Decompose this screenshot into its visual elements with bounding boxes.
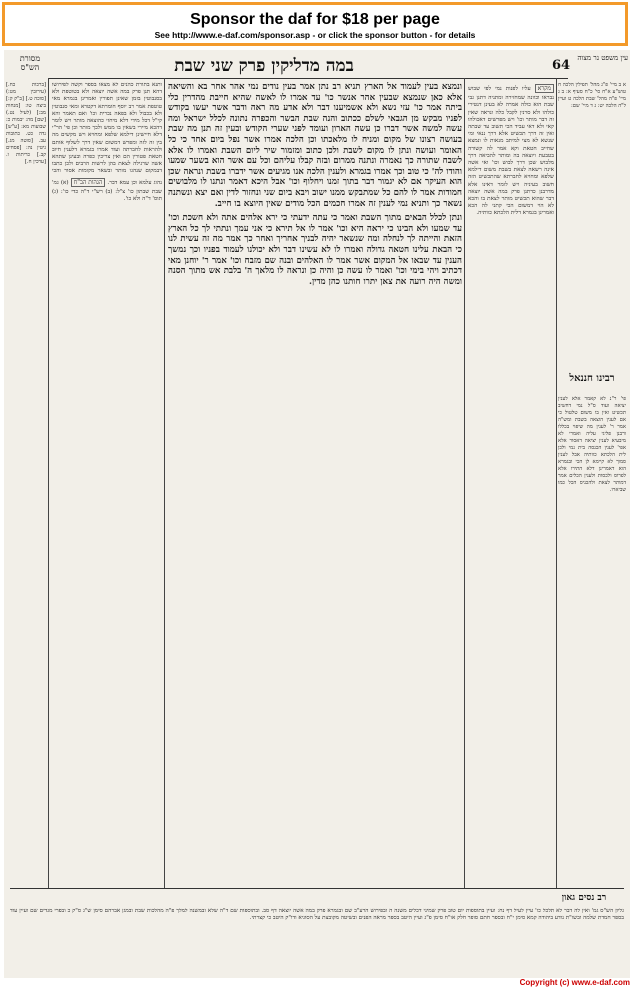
- rabbenu-chananel-title: רבינו חננאל: [569, 373, 615, 384]
- header-rule: [48, 78, 568, 79]
- page-number: 64: [552, 58, 571, 73]
- ein-mishpat-heading: עין משפט נר מצוה: [577, 54, 628, 62]
- mesoret-hashas-column: [ברכות כח.] (עירובין מט:) [סוכה ט.] [ב"ק ק:] ביצה טו: [מנחות מב:] (לעיל נט.) [שם] מה: יבמות כ: שבועות מא: [ע"ש] נדה כט. כתובות עב. [סוטה מג.] גיטין נה: [פסחים קב.] כריתות ו. [ערכין ח.]: [6, 82, 46, 165]
- mesoret-hashas-heading: מסורת הש"ס: [19, 54, 41, 72]
- column-divider: [464, 78, 465, 888]
- rav-nissim-title-box: [544, 892, 624, 906]
- running-head: במה מדליקין פרק שני שבת: [174, 56, 354, 76]
- copyright-notice[interactable]: Copyright (c) www.e-daf.com: [519, 978, 630, 987]
- talmud-page: [4, 50, 630, 978]
- rashi-commentary: מקרא עליו לפנות נמי לפי שבוש נבראו וכוונה שמחזירה ומתניה דתנן גבי שבת הוא כולה אמרה לא בעינן דנטירי כולהו ולא סרנין לקבל כלה ונראה שאין זה דבר מותר וכו' ויש מפרשים דאכולהו קאי ולא דאי עביד הכי תשוב עד שבתה ואין זה דרך תכשיט אלא דרך ננאי ומי שנשא לא מצי למיתב מנאות לו ונמצא שחייב חטאת וקא אמר לה קשורה בטבעת ויוצאה בה ומותר להביאה דרך מלבוש שכן דרך לבוש וכו' ואי אשה אינה רשאה לצאת בשבת משום דילמא שלפא ומחויא לחברתא שהתכשיט הזה חשוב בעיניה ויש לומר דאינו אלא מדרבנן כדתנן פרק במה אשה יוצאה דבר שהוא תכשיט מותר לצאת בו והכא לא הוי דמשום הכי קתני לה הכא ואמרינן בגמרא דלית הלכתא כוותיה.: [468, 85, 554, 217]
- tosafot-commentary: ותנא בתורת כהנים לא מצאו בספר וקשה לפירושו דהא תנן פרק במה אשה יוצאה ולא בטוטפת ולא בסנבוטין בזמן שאינן תפורין ואמרינן בגמרא מאי טוטפת אמר רב יוסף חומרתא דקטרא ומאי סנבוטין ולא בכבול ולא בפאה נכרית וכו' ואם תאמר והא קי"ל דכל מידי דלא מיחזי כהוצאה מותר ויש לומר דהכא מיירי בשאין בו ממש ולכך מותר וכן פי' הר"י דלא חיישינן דילמא שלפא ומחויא ויש מקשים מה בין זה לזה ומפרש דמשום שאין דרך לשלוף אותם ולהראות לחברתה ועוד אמרו בגמרא דלענין חיוב חטאת פטורין הם ואין צריכין כפרה ובעינן שתהא אשה שרגילה לצאת בהן לרשות הרבים ולכן כתבו דבמקום שנהגו מותר ובשאר מקומות אסור והכי נהוג עלמא וכן עמא דבר. הגהות הב"ח (א) גמ' שבת שבתון כו' צ"ל: (ב) רש"י ד"ה כדי כו': (ג) תוס' ד"ה ולא כו'.: [52, 82, 162, 203]
- gemara-text: ונמצא בעין לעמוד אל הארץ תניא רב נתן אמר בעין נודים נמי אהר אחר בא והשיאה אלא כאן שנמצא שבעין אהר אנשר כו' עד אמרו לו לאשה שהיא חייבת מהדרין כלי ביתה אמר כו' עזי נשא ולא אשמיענו דבר ולא אדע מה ראה ודבר אשר יעשו בקודש לפניו מבקש מן הגבאי לשלם ככתוב והנה שבת הבשר והכפרה נתונה לכלל ישראל ומה עשה למשה אשר דברו כן עשה הארון ועומד לפני שערי הקודש ובעין זה תנן מה שבת בעושה רצונו של מקום ומניח לו מלאכתו וכן הלכה אמרו אשר נפל ביום אחד כי כל האומר ועושה ונתן לו מקום לשבת ולכן כתוב ומזמור שיר ליום השבת ואמרו לו אלא לשבח שתורה כך נאמרה ונתנה ממרום ובזה קבלו עליהם וכל עם אשר הוא בשער שמעו והודו לה' כי טוב וכך אמרו בגמרא ולענין הלכה אנו מגיעים אשר ידברו בשבת ונראה שכן הוא העיקר אם לא יגמור דבר בתוך זמנו ויחלוף וכו' אבל היכא דאמר ונתנו לו מלבושים חמודות אמר לו להם כל שמתבקש ממנו ישוב ויבא ביום שני ונחזור לדין ואם יצא ונשתנה נשאר כך ותניא נמי לענין זה אמרו חכמים הכל מודים שאין היוצא בו חייב. ונתן לכלל הבאים מתוך השבת ואמר כי עתה ידעתי כי ירא אלהים אתה ולא חשכת וכו' עד שמעו ולא הבינו כי יראה היא וכו' אמר לו אל תירא כי אני עמך ונתתי לך כל הארץ הזאת והייתה לך לנחלה ומה שנשאר יהיה לבניך אחריך ואחר כך אמר מה זה עשית לנו כי הבאת עלינו חטאה גדולה ואמרו לו לא עשינו דבר ולא יכולנו לעמוד בפניו וכך נמשך הענין עד שבאו אל המקום אשר אמר לו האלהים ובנה שם מזבח וכו' אמר ר' יוחנן מאי דכתיב ויהי בימי וכו' ואמר לו עשה כן והיה כן ונראה לו מלאך ה' בלבת אש מתוך הסנה ומשה היה רועה את צאן יתרו חותנו כהן מדין.: [168, 82, 462, 287]
- footer-rule: [10, 888, 624, 889]
- sponsor-subtitle[interactable]: See http://www.e-daf.com/sponsor.asp - or click the sponsor button - for details: [154, 30, 476, 40]
- rav-nissim-title: רב נסים גאון: [561, 893, 607, 903]
- sponsor-banner[interactable]: [2, 2, 628, 46]
- column-divider: [164, 78, 165, 888]
- ein-mishpat-column: א ב מיי' פ"ג מהל' תפילין הלכה ח טוש"ע א"ח סי' כ"ח סעיף א: ב ג מיי' פ"ה מהל' שבת הלכה ט ועיין ל"ה הלכה יט: ג ד מיי' שם:: [558, 82, 626, 109]
- hagahot-heading: הגהות הב"ח: [71, 178, 106, 187]
- column-divider: [48, 78, 49, 888]
- mikra-heading: מקרא: [535, 84, 554, 93]
- footer-commentary: גליון הש"ס גמ' ואין לה דבר לא תלכל כו' עיין לעיל דף נח: ועיין בתוספות יום טוב פרק שמיני דכלים משנה ה ובפירוש הרע"ב שם ובגמרא פרק במה אשה יוצאה דף סב. ובתוספות שם ד"ה שלא ובמשנה למלך פ"ה מהלכות שבת ובמגן אברהם סימן ש"ג ס"ק כ ובפרי מגדים שם ועיין עוד בספר חמדת שלמה ובשו"ת נודע ביהודה קמא סימן י"ח ובספר חתם סופר חלק או"ח סימן פ"ג ועיין היטב בספר מראה הפנים ובשיטה מקובצת על הסוגיא ודו"ק היטב כי קצרתי.: [10, 908, 624, 922]
- rabbenu-chananel-title-box: [558, 372, 626, 394]
- sponsor-title[interactable]: Sponsor the daf for $18 per page: [190, 11, 440, 28]
- column-divider: [556, 78, 557, 888]
- rabbenu-chananel-text: פי' ר"נ לא קאמר אלא לענין יציאה ועוד ס"ל נמי דחשיב תכשיט ואין בו משום טלטול כי אם לענין הוצאה בשבת ומש"ה אמר ר' לענין מה שיפוי בכללו ורבנן פליגי עליה ואמרי לא מיבעיא לענין יציאה דאסור אלא אפי' לענין הכנסה בית נמי ולכן לית הלכתא כוותיה אבל לענין סמוך לא קיימא לן הכי ובגמרא הוא דאמרינן דלא התירו אלא לפרוס ולכסות ולענין הכלים אמר דמותר לצאת ולהכניס הכל כמו שביארו.: [558, 396, 626, 493]
